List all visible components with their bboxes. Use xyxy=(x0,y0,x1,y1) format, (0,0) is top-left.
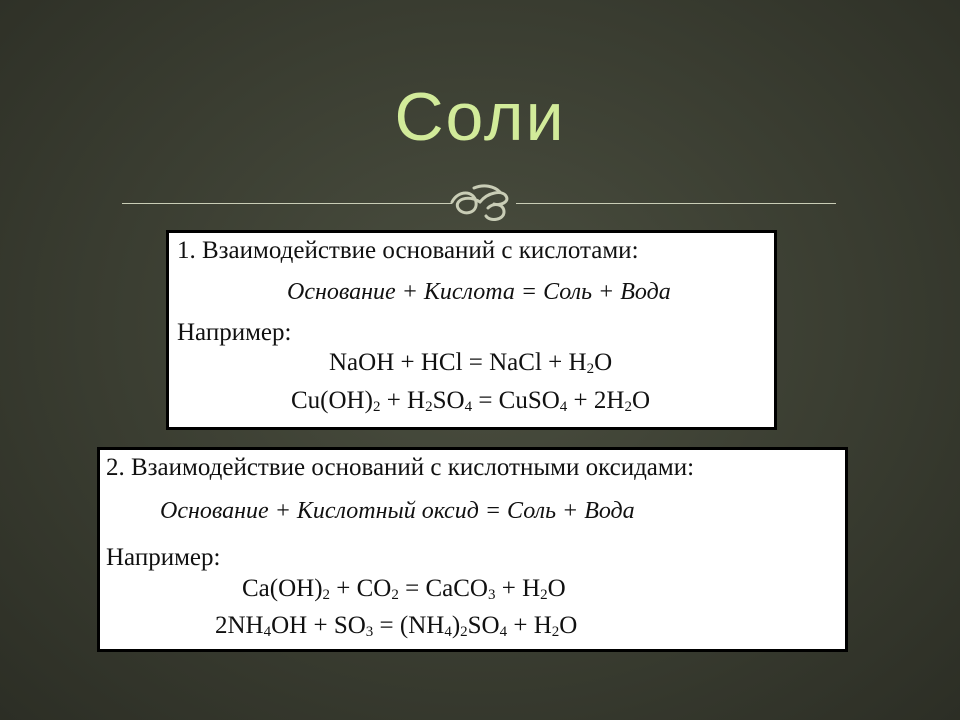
equation: $2NH_4OH + SO_3 = (NH_4)_2SO_4 + H_2O$ xyxy=(215,612,578,640)
general-formula: Основание + Кислотный оксид = Соль + Вода xyxy=(160,498,635,524)
box-heading: 2. Взаимодействие оснований с кислотными оксидами: xyxy=(106,454,695,481)
divider-right xyxy=(516,203,836,204)
general-formula: Основание + Кислота = Соль + Вода xyxy=(287,279,671,305)
divider-left xyxy=(122,203,452,204)
slide-title: Соли xyxy=(394,79,566,155)
example-label: Например: xyxy=(106,544,221,571)
box-heading: 1. Взаимодействие оснований с кислотами: xyxy=(177,237,639,264)
equation: $Ca(OH)_2 + CO_2$ = CaCO$_3$ + $H_2O$ xyxy=(242,575,566,603)
decorative-swash-icon xyxy=(444,172,522,232)
example-label: Например: xyxy=(177,319,292,346)
equation: NaOH + HCl = NaCl + $H_2O$ xyxy=(329,349,613,377)
equation: $Cu(OH)_2 + H_2SO_4$ = CuSO$_4$ + $2H_2O$ xyxy=(291,387,651,415)
reaction-box-acids xyxy=(166,230,777,430)
reaction-box-acid-oxides xyxy=(97,447,848,652)
